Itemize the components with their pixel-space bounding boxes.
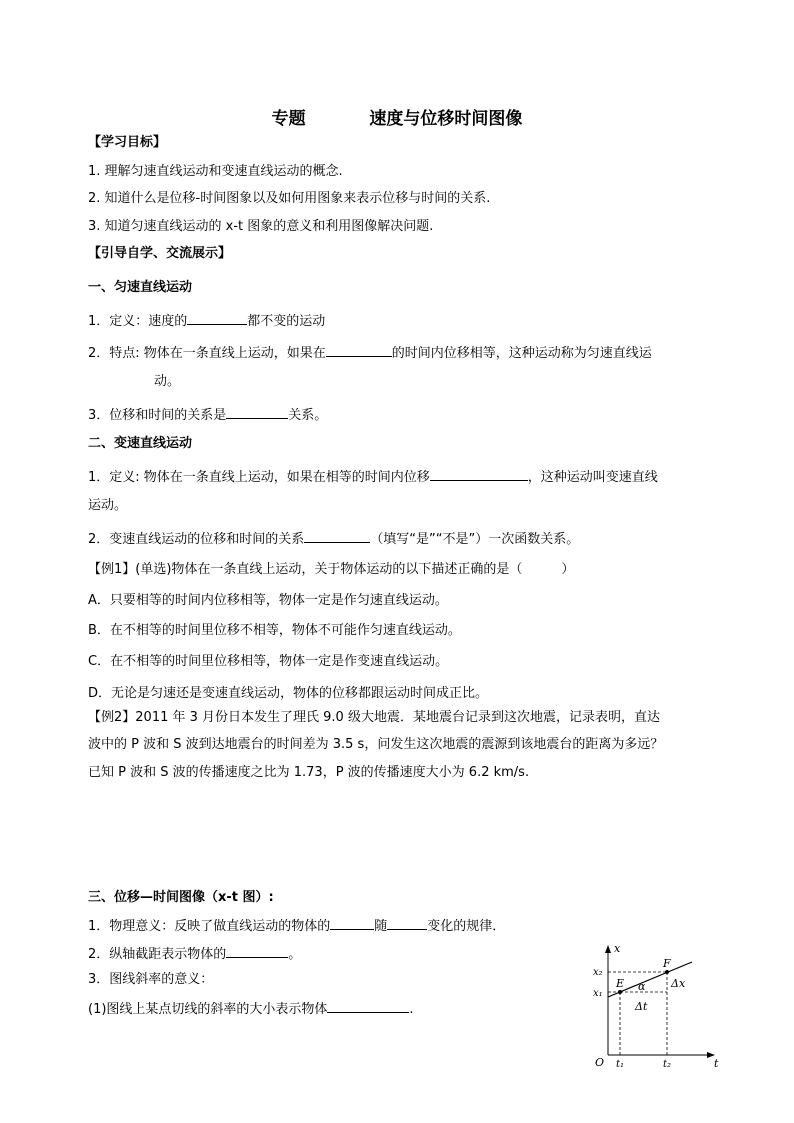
variable-definition-cont: 运动。	[88, 498, 128, 513]
point-E	[618, 990, 622, 994]
y-axis-arrow	[605, 945, 611, 953]
text: .	[409, 1002, 414, 1017]
xt-slope-item	[88, 998, 414, 1020]
xt-heading: 三、位移—时间图像（x-t 图）:	[88, 890, 274, 905]
x-axis-label: t	[714, 1057, 719, 1070]
fill-blank[interactable]	[304, 528, 370, 543]
text: 2．变速直线运动的位移和时间的关系	[88, 532, 305, 547]
variable-definition	[88, 466, 658, 488]
text: 变化的规律．	[427, 919, 506, 934]
E-label: E	[616, 977, 625, 990]
goal-item: 2. 知道什么是位移-时间图象以及如何用图象来表示位移与时间的关系.	[88, 191, 491, 206]
text: 2．特点: 物体在一条直线上运动，如果在	[88, 346, 326, 361]
text: 1．物理意义：反映了做直线运动的物体的	[88, 919, 331, 934]
goal-item: 1. 理解匀速直线运动和变速直线运动的概念.	[88, 164, 343, 179]
example2-line: 波中的 P 波和 S 波到达地震台的时间差为 3.5 s，问发生这次地震的震源到该地震台的距离为多远？	[88, 737, 664, 752]
xt-slope: 3．图线斜率的意义：	[88, 972, 214, 987]
xt-intercept	[88, 943, 301, 965]
dt-label: Δt	[635, 1000, 648, 1013]
y-axis-label: x	[614, 942, 621, 955]
text: 1．定义：速度的	[88, 314, 188, 329]
fill-blank[interactable]	[330, 915, 374, 930]
example2-line: 已知 P 波和 S 波的传播速度之比为 1.73，P 波的传播速度大小为 6.2 km/s.	[88, 765, 530, 780]
F-label: F	[663, 957, 671, 970]
dx-label: Δx	[671, 977, 686, 990]
text: 关系。	[288, 408, 328, 423]
fill-blank[interactable]	[226, 404, 288, 419]
title-prefix: 专题	[271, 109, 306, 129]
fill-blank[interactable]	[226, 943, 288, 958]
title-main: 速度与位移时间图像	[369, 109, 523, 129]
uniform-feature-cont: 动。	[154, 374, 181, 389]
fill-blank[interactable]	[327, 998, 409, 1013]
text: 的时间内位移相等，这种运动称为匀速直线运	[391, 346, 652, 361]
point-F	[665, 970, 669, 974]
text: 。	[288, 947, 302, 962]
text: （填写“是”“不是”）一次函数关系。	[370, 532, 580, 547]
variable-relation	[88, 528, 579, 550]
uniform-heading: 一、匀速直线运动	[88, 280, 193, 295]
uniform-definition	[88, 310, 325, 332]
t1-label: t₁	[616, 1059, 625, 1070]
uniform-feature	[88, 342, 652, 364]
example2-line: 【例2】2011 年 3 月份日本发生了理氏 9.0 级大地震．某地震台记录到这次地震，记录表明，直达	[88, 710, 660, 725]
text: 随	[374, 919, 388, 934]
x1-label: x₁	[593, 988, 603, 999]
fill-blank[interactable]	[387, 915, 427, 930]
text: 3．位移和时间的关系是	[88, 408, 227, 423]
example1-option: A．只要相等的时间内位移相等，物体一定是作匀速直线运动。	[88, 593, 448, 608]
goal-item: 3. 知道匀速直线运动的 x-t 图象的意义和利用图像解决问题.	[88, 219, 434, 234]
goals-heading: 【学习目标】	[88, 135, 167, 150]
t2-label: t₂	[663, 1059, 672, 1070]
example1-option: C．在不相等的时间里位移相等，物体一定是作变速直线运动。	[88, 654, 449, 669]
fill-blank[interactable]	[326, 342, 392, 357]
fill-blank[interactable]	[430, 466, 528, 481]
x2-label: x₂	[593, 967, 603, 978]
xt-meaning	[88, 915, 505, 937]
guide-heading: 【引导自学、交流展示】	[88, 246, 232, 261]
origin-label: O	[595, 1056, 605, 1069]
example1-option: B．在不相等的时间里位移不相等，物体不可能作匀速直线运动。	[88, 623, 461, 638]
page-title	[0, 104, 794, 129]
example1-stem: 【例1】(单选)物体在一条直线上运动，关于物体运动的以下描述正确的是（ ）	[88, 562, 575, 577]
variable-heading: 二、变速直线运动	[88, 436, 193, 451]
alpha-label: α	[638, 980, 646, 993]
text: ，这种运动叫变速直线	[527, 470, 658, 485]
example1-option: D．无论是匀速还是变速直线运动，物体的位移都跟运动时间成正比。	[88, 686, 489, 701]
fill-blank[interactable]	[187, 310, 247, 325]
text: 都不变的运动	[247, 314, 326, 329]
text: 1．定义: 物体在一条直线上运动，如果在相等的时间内位移	[88, 470, 430, 485]
text: (1)图线上某点切线的斜率的大小表示物体	[88, 1002, 328, 1017]
text: 2．纵轴截距表示物体的	[88, 947, 227, 962]
xt-diagram	[588, 940, 728, 1070]
uniform-relation	[88, 404, 327, 426]
